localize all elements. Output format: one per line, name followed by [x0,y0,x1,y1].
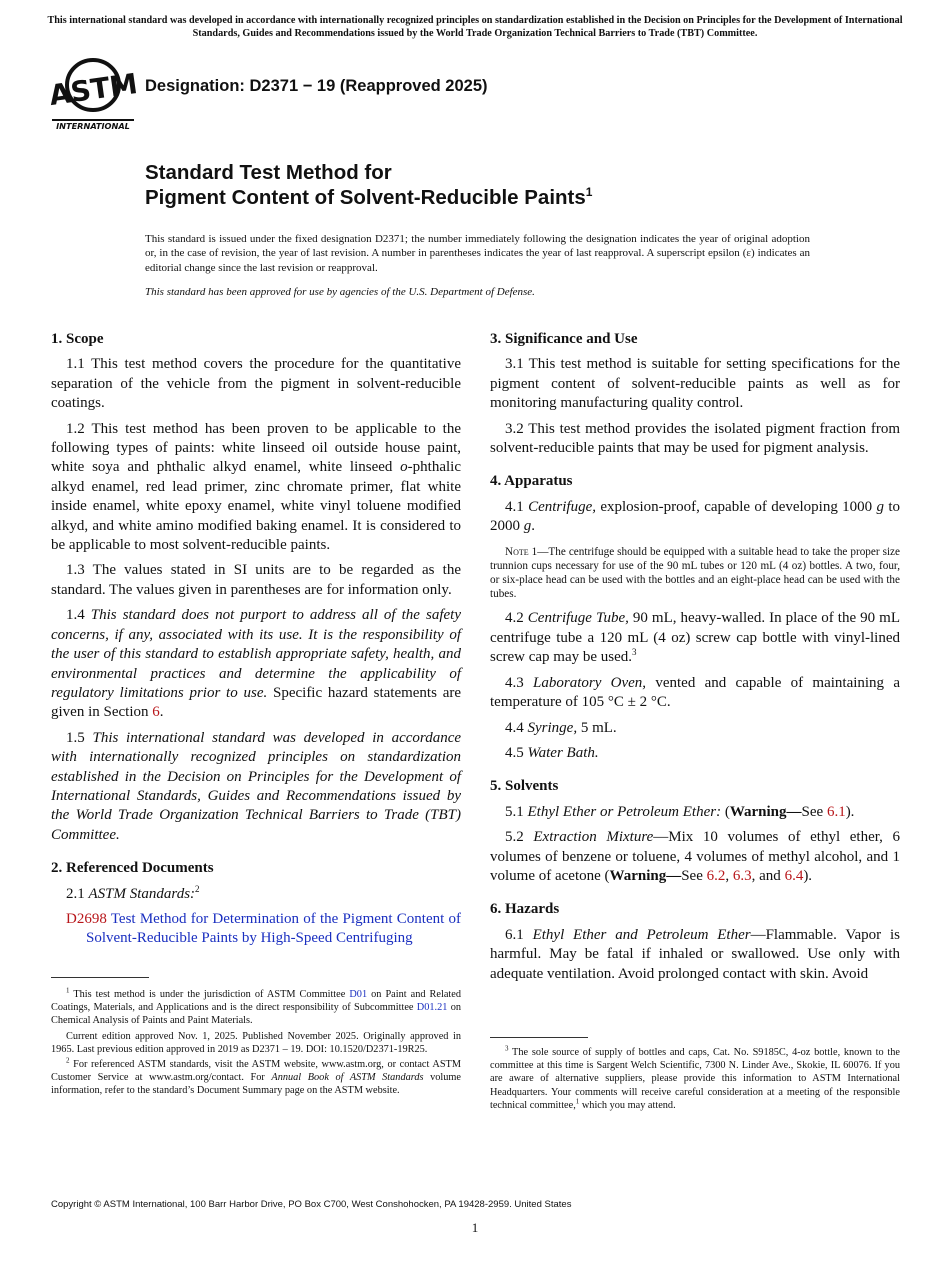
section-heading-hazards: 6. Hazards [490,901,560,918]
para-1-1: 1.1 This test method covers the procedure for the quantitative separation of the vehicle from the pigment in solvent-reducible coatings. [51,356,461,412]
para-1-2: 1.2 This test method has been proven to be applicable to the following types of paints: white linseed oil outside house paint, white soya and phthalic alkyd enamel, white linseed o-phthalic alkyd enamel, red lead primer, zinc chromate primer, flat white inside enamel, white epoxy enamel, white vinyl toluene modified alkyd, and white amino modified baking enamel. It is considered to be applicable to most solvent-reducible paints. [51,420,461,554]
section-heading-significance: 3. Significance and Use [490,331,638,347]
para-4-4: 4.4 Syringe, 5 mL. [505,719,617,736]
footnote-divider-left [51,977,149,978]
document-title [145,160,592,210]
para-3-2: 3.2 This test method provides the isolated pigment fraction from solvent-reducible paints that may be used for pigment analysis. [490,420,900,457]
section-heading-scope: 1. Scope [51,331,104,347]
footnote-3: $^3$ The sole source of supply of bottles and caps, Cat. No. S9185C, 4-oz bottle, known to the committee at this time is Sargent Welch Scientific, 7300 N. Linder Ave., Skokie, IL 60076. If you are aware of alternative suppliers, please provide this information to ASTM International Headquarters. Your comments will receive careful consideration at a meeting of the responsible technical committee,$^1$ which you may attend. [490,1044,900,1111]
para-6-1: 6.1 Ethyl Ether and Petroleum Ether—Flammable. Vapor is harmful. May be fatal if inhaled or swallowed. Use only with adequate ventilation. Avoid prolonged contact with skin. Avoid [490,926,901,982]
para-4-2: 4.2 Centrifuge Tube, 90 mL, heavy-walled. In place of the 90 mL centrifuge tube a 120 mL (4 oz) screw cap bottle with vinyl-lined screw cap may be used.$^3$ [490,610,900,666]
footnotes-left [51,988,461,1100]
para-5-2: 5.2 Extraction Mixture—Mix 10 volumes of ethyl ether, 6 volumes of benzene or toluene, 4 volumes of methyl alcohol, and 1 volume of acetone (Warning—See 6.2, 6.3, and 6.4). [490,829,901,884]
title-line-2: Pigment Content of Solvent-Reducible Paints$^1$ [145,185,593,209]
ref-6-3-link[interactable]: 6.3 [732,867,752,884]
footnote-2: $^2$ For referenced ASTM standards, visit the ASTM website, www.astm.org, or contact ASTM Customer Service at www.astm.org/contact. For Annual Book of ASTM Standards volume information, refer to the standard’s Document Summary page on the ASTM website. [51,1056,461,1097]
issuance-statement: This standard is issued under the fixed designation D2371; the number immediately following the designation indicates the year of original adoption or, in the case of revision, the year of last revision. A number in parentheses indicates the year of last reapproval. A superscript epsilon (ε) indicates an editorial change since the last revision or reapproval. [145,233,810,274]
section-heading-solvents: 5. Solvents [490,778,559,795]
svg-text:ASTM: ASTM [47,66,140,112]
designation: Designation: D2371 − 19 (Reapproved 2025) [145,77,488,95]
para-3-1: 3.1 This test method is suitable for setting specifications for the pigment content of solvent-reducible paints as well as for monitoring manufacturing quality control. [490,356,900,412]
dod-approval-statement: This standard has been approved for use by agencies of the U.S. Department of Defense. [145,286,535,298]
section-6-link[interactable]: 6 [152,704,160,721]
section-heading-referenced-documents: 2. Referenced Documents [51,860,214,877]
reference-code[interactable]: D2698 [66,910,107,927]
para-4-3: 4.3 Laboratory Oven, vented and capable of maintaining a temperature of 105 °C ± 2 °C. [490,674,900,711]
subcommittee-d01-21-link[interactable]: D01.21 [416,1002,448,1014]
page-number: 1 [471,1220,479,1235]
ref-6-2-link[interactable]: 6.2 [706,867,726,884]
footnote-divider-right [490,1037,588,1038]
footnotes-right [490,1046,900,1114]
ref-6-4-link[interactable]: 6.4 [784,867,804,884]
para-4-5: 4.5 Water Bath. [505,744,599,761]
development-notice: This international standard was developed in accordance with internationally recognized principles on standardization established in the Decision on Principles for the Development of International Standards, Guides and Recommendations issued by the World Trade Organization Technical Barriers to Trade (TBT) Committee. [47,15,903,39]
para-1-3: 1.3 The values stated in SI units are to be regarded as the standard. The values given in parentheses are for information only. [51,562,461,598]
copyright-line: Copyright © ASTM International, 100 Barr Harbor Drive, PO Box C700, West Conshohocken, PA 19428-2959. United States [51,1199,572,1210]
left-column [51,330,461,949]
footnote-1-edition: Current edition approved Nov. 1, 2025. Published November 2025. Originally approved in 1965. Last previous edition approved in 2019 as D2371 – 19. DOI: 10.1520/D2371-19R25. [51,1030,461,1055]
committee-d01-link[interactable]: D01 [349,989,368,1000]
title-line-1: Standard Test Method for [145,161,392,184]
title-footnote-mark: 1 [585,185,593,200]
ref-6-1-link[interactable]: 6.1 [826,803,846,820]
para-5-1: 5.1 Ethyl Ether or Petroleum Ether: (Warning—See 6.1). [505,803,855,820]
footnote-1: $^1$ This test method is under the jurisdiction of ASTM Committee D01 on Paint and Related Coatings, Materials, and Applications and is the direct responsibility of Subcommittee D01.21 on Chemical Analysis of Paints and Paint Materials. [51,986,462,1027]
para-1-5: 1.5 This international standard was developed in accordance with internationally recognized principles on standardization established in the Decision on Principles for the Development of International Standards, Guides and Recommendations issued by the World Trade Organization Technical Barriers to Trade (TBT) Committee. [51,729,462,843]
para-1-4: 1.4 This standard does not purport to address all of the safety concerns, if any, associated with its use. It is the responsibility of the user of this standard to establish appropriate safety, health, and environmental practices and determine the applicability of regulatory limitations prior to use. Specific hazard statements are given in Section 6. [51,607,461,721]
note-1: Note 1—The centrifuge should be equipped with a suitable head to take the proper size trunnion cups necessary for use of the 90 mL tubes or 120 mL (4 oz) bottles. A two, four, or six-place head can be used with the bottles and an eight-place head can be used with the tubes. [490,545,900,601]
right-column [490,330,900,990]
svg-text:INTERNATIONAL: INTERNATIONAL [56,121,130,131]
reference-title[interactable]: Test Method for Determination of the Pigment Content of Solvent-Reducible Paints by High-Speed Centrifuging [86,910,462,947]
astm-logo-icon [47,57,140,131]
section-heading-apparatus: 4. Apparatus [490,473,573,490]
para-4-1: 4.1 Centrifuge, explosion-proof, capable of developing 1000 g to 2000 g. [490,498,901,535]
reference-d2698[interactable] [51,910,461,949]
para-2-1: 2.1 ASTM Standards:$^2$ [66,883,200,902]
